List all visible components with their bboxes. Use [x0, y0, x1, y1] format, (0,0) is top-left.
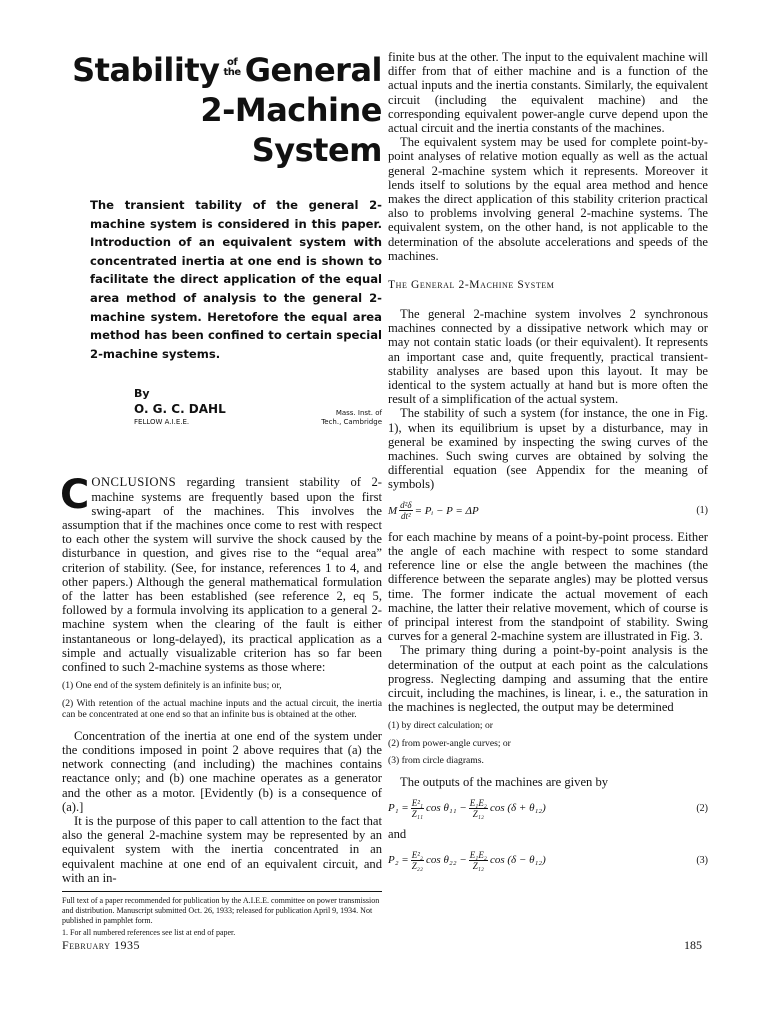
equation-2: P₁ = $\frac{\text{E²₁}}{\text{Z₁₁}}$ cos θ₁₁ − $\frac{\text{E₁E₂}}{\text{Z₁₂}}$ cos (δ + θ₁₂) (2)	[388, 797, 708, 819]
equation-2-number: (2)	[696, 802, 708, 814]
drop-cap: C	[60, 472, 90, 519]
left-para-3: It is the purpose of this paper to call attention to the fact that also the general 2-machine system may be represented by an equivalent system with the inertia concentrated in an equivalent machine at one end of an equivalent circuit, and with an in-	[62, 813, 382, 885]
right-para-1: finite bus at the other. The input to the equivalent machine will differ from that of either machine and is a function of the actual inputs and the inertia constants. Similarly, the equivalent circuit (including the equivalent machine) and the corresponding equivalent power-angle curve depend upon the actual circuit and the inertia constants of the machines.	[388, 50, 708, 136]
title-part2: General	[244, 51, 382, 89]
title-line2: 2-Machine System	[200, 91, 382, 169]
left-list-item-2: (2) With retention of the actual machine inputs and the actual circuit, the inertia can be concentrated at one end so that an infinite bus is obtained at the other.	[62, 697, 382, 721]
abstract: The transient tability of the general 2-machine system is considered in this paper. Introduction of an equivalent system with concentrated inertia at one end is shown to facilitate the direct application of the equal area method of analysis to the general 2-machine system. Heretofore the equal area method has been confined to certain special 2-machine systems.	[90, 198, 382, 361]
author-block	[134, 387, 382, 445]
author-fellow: FELLOW A.I.E.E.	[134, 418, 190, 427]
right-para-2: The equivalent system may be used for complete point-by-point analyses of relative motion equally as well as the actual general 2-machine system which it represents. Moreover it lends itself to solutions by the equal area method and hence makes the direct application of this stability criterion practical also to problems involving general 2-machine systems. The equivalent system, on the other hand, is not applicable to the determination of the absolute accelerations and speeds of the machines.	[388, 135, 708, 263]
left-column	[62, 40, 382, 940]
title-of-the: of the	[223, 57, 241, 78]
right-list-item-1: (1) by direct calculation; or	[388, 720, 493, 732]
and-connector: and	[388, 827, 407, 842]
equation-1: M $\frac{\text{d²δ}}{\text{dt²}}$ = Pᵢ − P = ΔP (1)	[388, 500, 708, 522]
left-para-2: Concentration of the inertia at one end of the system under the conditions imposed in point 2 above requires that (a) the network connecting (and including) the machines contains reactance only; and (b) one machine operates as a generator and the other as a motor. [Evidently (b) is a consequence of (a).]	[62, 728, 382, 814]
author-name: O. G. C. DAHL	[134, 402, 226, 417]
left-list-item-1: (1) One end of the system definitely is an infinite bus; or,	[62, 680, 282, 692]
right-para-5: for each machine by means of a point-by-point process. Either the angle of each machine with respect to some standard reference line or else the angle between the machines (the difference between the separate angles) may be plotted versus time. The former indicate the actual movement of each machine, the latter their relative movement, which of course is of principal interest from the standpoint of stability. Swing curves for a general 2-machine system are illustrated in Fig. 3.	[388, 529, 708, 644]
article-title	[62, 50, 382, 170]
right-list-item-2: (2) from power-angle curves; or	[388, 737, 511, 749]
footnotes	[62, 891, 382, 938]
title-part1: Stability	[72, 51, 220, 89]
right-para-4: The stability of such a system (for instance, the one in Fig. 1), when its equilibrium is upset by a disturbance, may in general be examined by inspecting the swing curves of the machines. Such swing curves are obtained by solving the differential equation (see Appendix for the meaning of symbols)	[388, 406, 708, 492]
footer-month: February 1935	[62, 938, 140, 952]
section-heading: The General 2-Machine System	[388, 279, 555, 292]
byline-by: By	[134, 387, 150, 401]
right-para-3: The general 2-machine system involves 2 synchronous machines connected by a dissipative network which may or may not contain static loads (or their equivalent). It represents an important case and, quite frequently, practical transient-stability analyses are based upon this layout. It may be identical to the system actually at hand but is more often the result of a simplification of the actual system.	[388, 307, 708, 407]
equation-1-number: (1)	[696, 505, 708, 517]
author-affiliation: Mass. Inst. of Tech., Cambridge	[321, 409, 382, 427]
right-list-item-3: (3) from circle diagrams.	[388, 755, 484, 767]
footnote-publication: Full text of a paper recommended for publication by the A.I.E.E. committee on power transmission and distribution. Manuscript submitted Oct. 26, 1933; released for publication April 9, 1934. Not published in pamphlet form.	[62, 895, 380, 925]
right-para-7: The outputs of the machines are given by	[400, 774, 609, 789]
para1-lead: ONCLUSIONS	[91, 475, 177, 490]
page-number: 185	[684, 938, 702, 952]
footnote-references: 1. For all numbered references see list at end of paper.	[62, 927, 236, 937]
right-para-6: The primary thing during a point-by-point analysis is the determination of the output at each point as the calculations progress. Neglecting damping and assuming that the entire circuit, including the machines, is linear, i. e., the saturation in the machines is neglected, the output may be determined	[388, 643, 708, 715]
right-column	[388, 50, 708, 879]
equation-3: P₂ = $\frac{\text{E²₂}}{\text{Z₂₂}}$ cos θ₂₂ − $\frac{\text{E₁E₂}}{\text{Z₁₂}}$ cos (δ − θ₁₂) (3)	[388, 849, 708, 871]
left-para-1: CONCLUSIONS regarding transient stability of 2-machine systems are frequently based upon the first swing-apart of the machines. This involves the assumption that if the machines once come to rest with respect to each other the system will survive the shock caused by the disturbance in question, and gives rise to the “equal area” criterion of stability. (See, for instance, references 1 to 4, and other papers.) Although the general mathematical formulation of the latter has been established (see reference 2, eq 5, followed by a formula involving its application to a general 2-machine system when the clearing of the fault is either instantaneous or long-delayed), its practical application as a simple and actually visualizable criterion has so far been confined to such 2-machine systems as those where:	[60, 472, 382, 674]
equation-3-number: (3)	[696, 854, 708, 866]
